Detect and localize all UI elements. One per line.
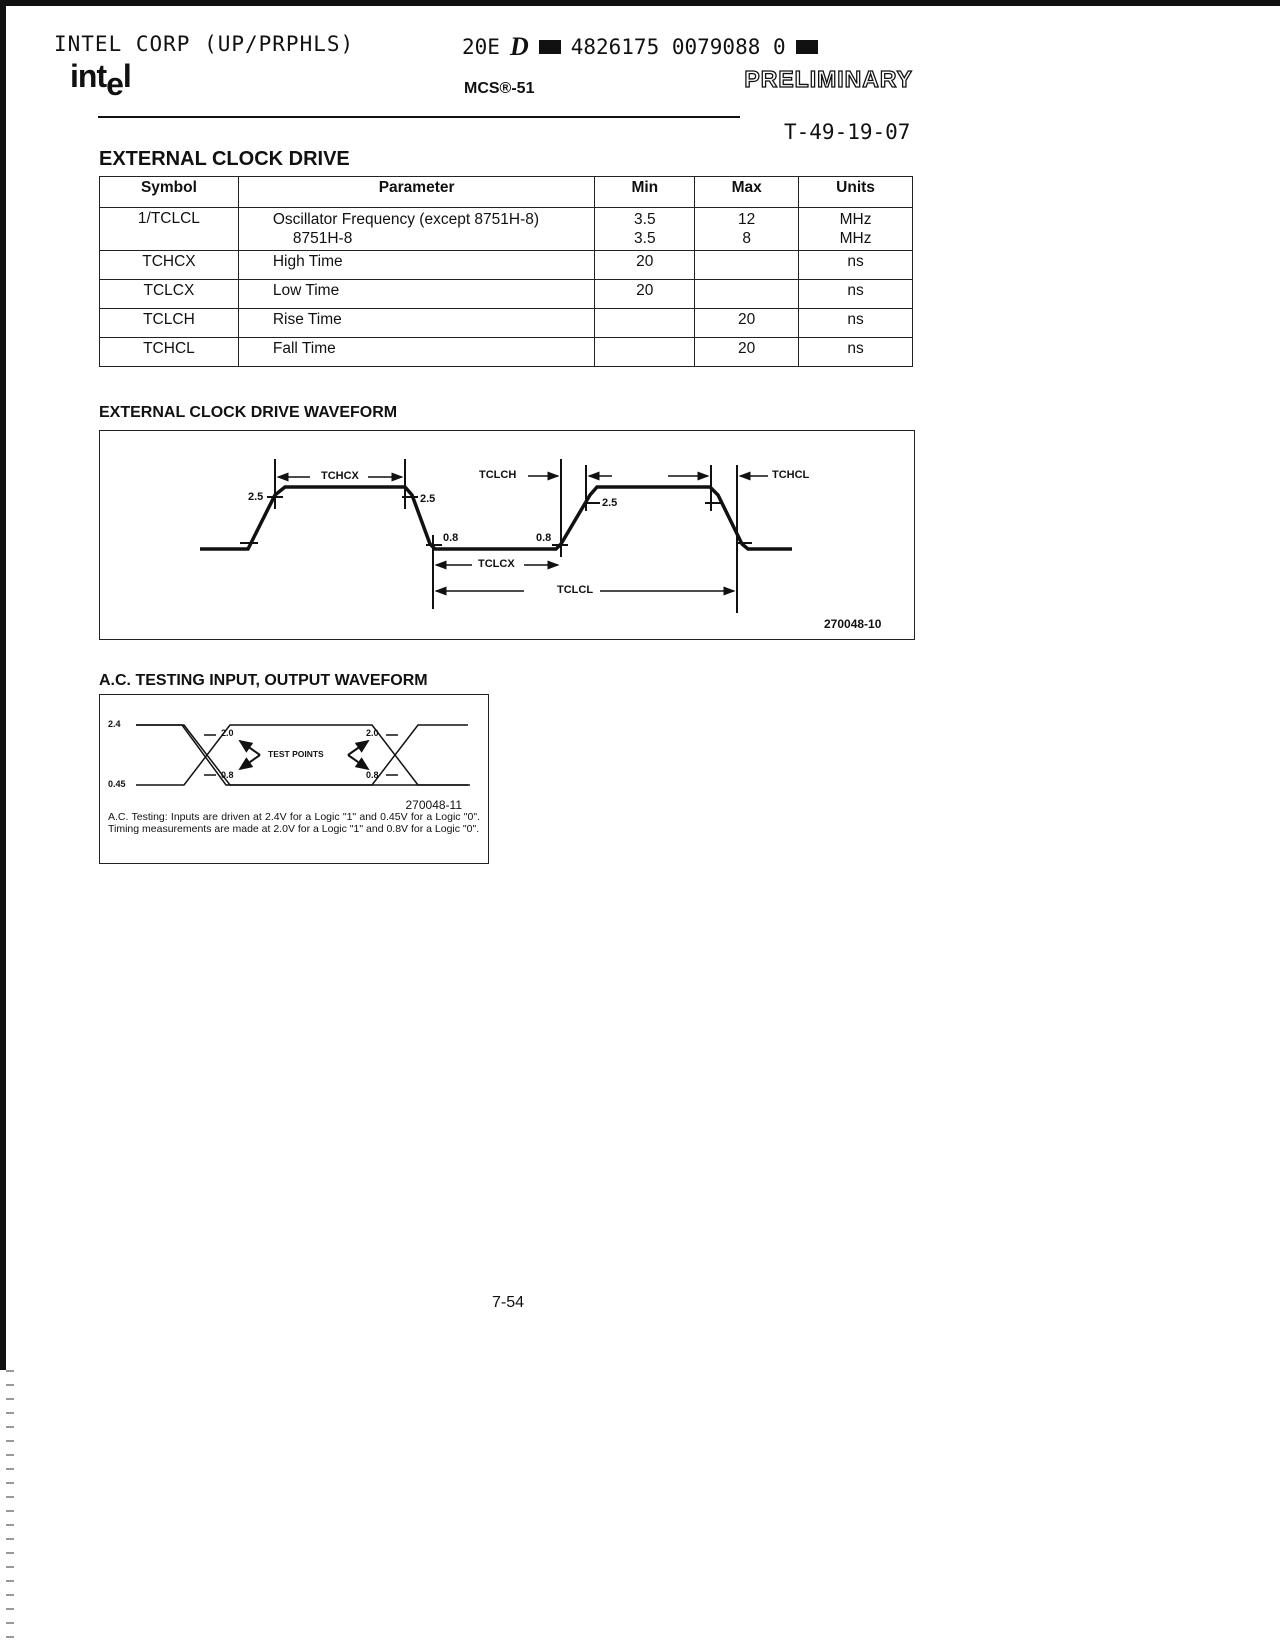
- units-cell: ns: [799, 338, 913, 367]
- table-row: [100, 208, 913, 251]
- scan-top-border: [0, 0, 1280, 6]
- doc-code: T-49-19-07: [784, 120, 911, 144]
- label-tclch: TCLCH: [479, 469, 517, 481]
- max-cell: 20: [695, 338, 799, 367]
- logo-text-int: int: [70, 58, 107, 94]
- label-meas-low: 0.8: [366, 770, 379, 780]
- table-row: [100, 251, 913, 280]
- catalog-code: [462, 32, 818, 62]
- ac-testing-note: A.C. Testing: Inputs are driven at 2.4V for a Logic "1" and 0.45V for a Logic "0". Timing measurements are made at 2.0V for a Logic "1" and 0.8V for a Logic "0".: [108, 811, 480, 835]
- parameter-cell: [238, 208, 595, 251]
- table-header-row: [100, 177, 913, 208]
- label-meas-high: 2.0: [221, 728, 234, 738]
- label-test-points: TEST POINTS: [268, 749, 324, 759]
- units-cell: ns: [799, 309, 913, 338]
- code-numbers: 4826175 0079088 0: [570, 35, 786, 59]
- parameter-cell: Fall Time: [238, 338, 595, 367]
- max-cell: [695, 208, 799, 251]
- min-value: 3.5: [634, 230, 656, 247]
- table-row: [100, 309, 913, 338]
- max-cell: 20: [695, 309, 799, 338]
- label-voltage-high: 2.5: [602, 497, 618, 509]
- logo-text-l: l: [122, 58, 131, 94]
- label-tchcx: TCHCX: [321, 470, 359, 482]
- column-header: Parameter: [238, 177, 595, 208]
- min-cell: [595, 309, 695, 338]
- product-name: MCS®-51: [464, 80, 535, 97]
- parameter-line: 8751H-8: [292, 230, 353, 247]
- column-header: Units: [799, 177, 913, 208]
- column-header: Max: [695, 177, 799, 208]
- label-tchcl: TCHCL: [772, 469, 810, 481]
- header-rule: [98, 116, 740, 118]
- label-input-low: 0.45: [108, 779, 126, 789]
- code-d-mark: D: [509, 32, 529, 61]
- label-meas-high: 2.0: [366, 728, 379, 738]
- clock-waveform-figure: [99, 430, 915, 640]
- section-title-clock-waveform: EXTERNAL CLOCK DRIVE WAVEFORM: [99, 404, 398, 421]
- max-value: 12: [738, 211, 756, 228]
- parameter-cell: Rise Time: [238, 309, 595, 338]
- page-number: 7-54: [492, 1294, 525, 1311]
- symbol-cell: TCLCX: [100, 280, 239, 309]
- code-prefix: 20E: [462, 35, 500, 59]
- label-voltage-high: 2.5: [248, 491, 264, 503]
- max-cell: [695, 280, 799, 309]
- min-cell: [595, 338, 695, 367]
- corp-line: INTEL CORP (UP/PRPHLS): [54, 32, 355, 56]
- label-voltage-low: 0.8: [443, 532, 459, 544]
- symbol-cell: TCLCH: [100, 309, 239, 338]
- units-cell: ns: [799, 280, 913, 309]
- symbol-cell: TCHCL: [100, 338, 239, 367]
- symbol-cell: 1/TCLCL: [100, 208, 239, 251]
- label-tclcx: TCLCX: [478, 558, 515, 570]
- figure-number: 270048-11: [405, 798, 462, 812]
- parameter-cell: Low Time: [238, 280, 595, 309]
- units-cell: [799, 208, 913, 251]
- label-meas-low: 0.8: [221, 770, 234, 780]
- min-cell: 20: [595, 280, 695, 309]
- ac-waveform-figure: [99, 694, 489, 864]
- column-header: Symbol: [100, 177, 239, 208]
- max-value: 8: [742, 230, 751, 247]
- table-row: [100, 280, 913, 309]
- label-voltage-low: 0.8: [536, 532, 552, 544]
- black-block-icon: [539, 40, 561, 54]
- min-cell: [595, 208, 695, 251]
- figure-number: 270048-10: [824, 617, 882, 631]
- label-tclcl: TCLCL: [557, 584, 594, 596]
- section-title-ac-waveform: A.C. TESTING INPUT, OUTPUT WAVEFORM: [99, 672, 428, 689]
- label-input-high: 2.4: [108, 719, 121, 729]
- clock-drive-table: [99, 176, 913, 367]
- section-title-clock-drive: EXTERNAL CLOCK DRIVE: [99, 148, 350, 170]
- clock-waveform-diagram: [100, 431, 914, 639]
- scan-edge-noise: [6, 1370, 14, 1640]
- logo-text-e: e: [106, 66, 123, 102]
- black-block-icon: [796, 40, 818, 54]
- preliminary-stamp: PRELIMINARY: [744, 66, 913, 92]
- symbol-cell: TCHCX: [100, 251, 239, 280]
- units-cell: ns: [799, 251, 913, 280]
- units-value: MHz: [839, 211, 872, 228]
- column-header: Min: [595, 177, 695, 208]
- label-voltage-high: 2.5: [420, 493, 436, 505]
- table-row: [100, 338, 913, 367]
- min-value: 3.5: [634, 211, 656, 228]
- parameter-cell: High Time: [238, 251, 595, 280]
- min-cell: 20: [595, 251, 695, 280]
- scan-left-border: [0, 0, 6, 1370]
- parameter-line: Oscillator Frequency (except 8751H-8): [272, 211, 540, 228]
- units-value: MHz: [839, 230, 872, 247]
- max-cell: [695, 251, 799, 280]
- intel-logo: [70, 58, 131, 102]
